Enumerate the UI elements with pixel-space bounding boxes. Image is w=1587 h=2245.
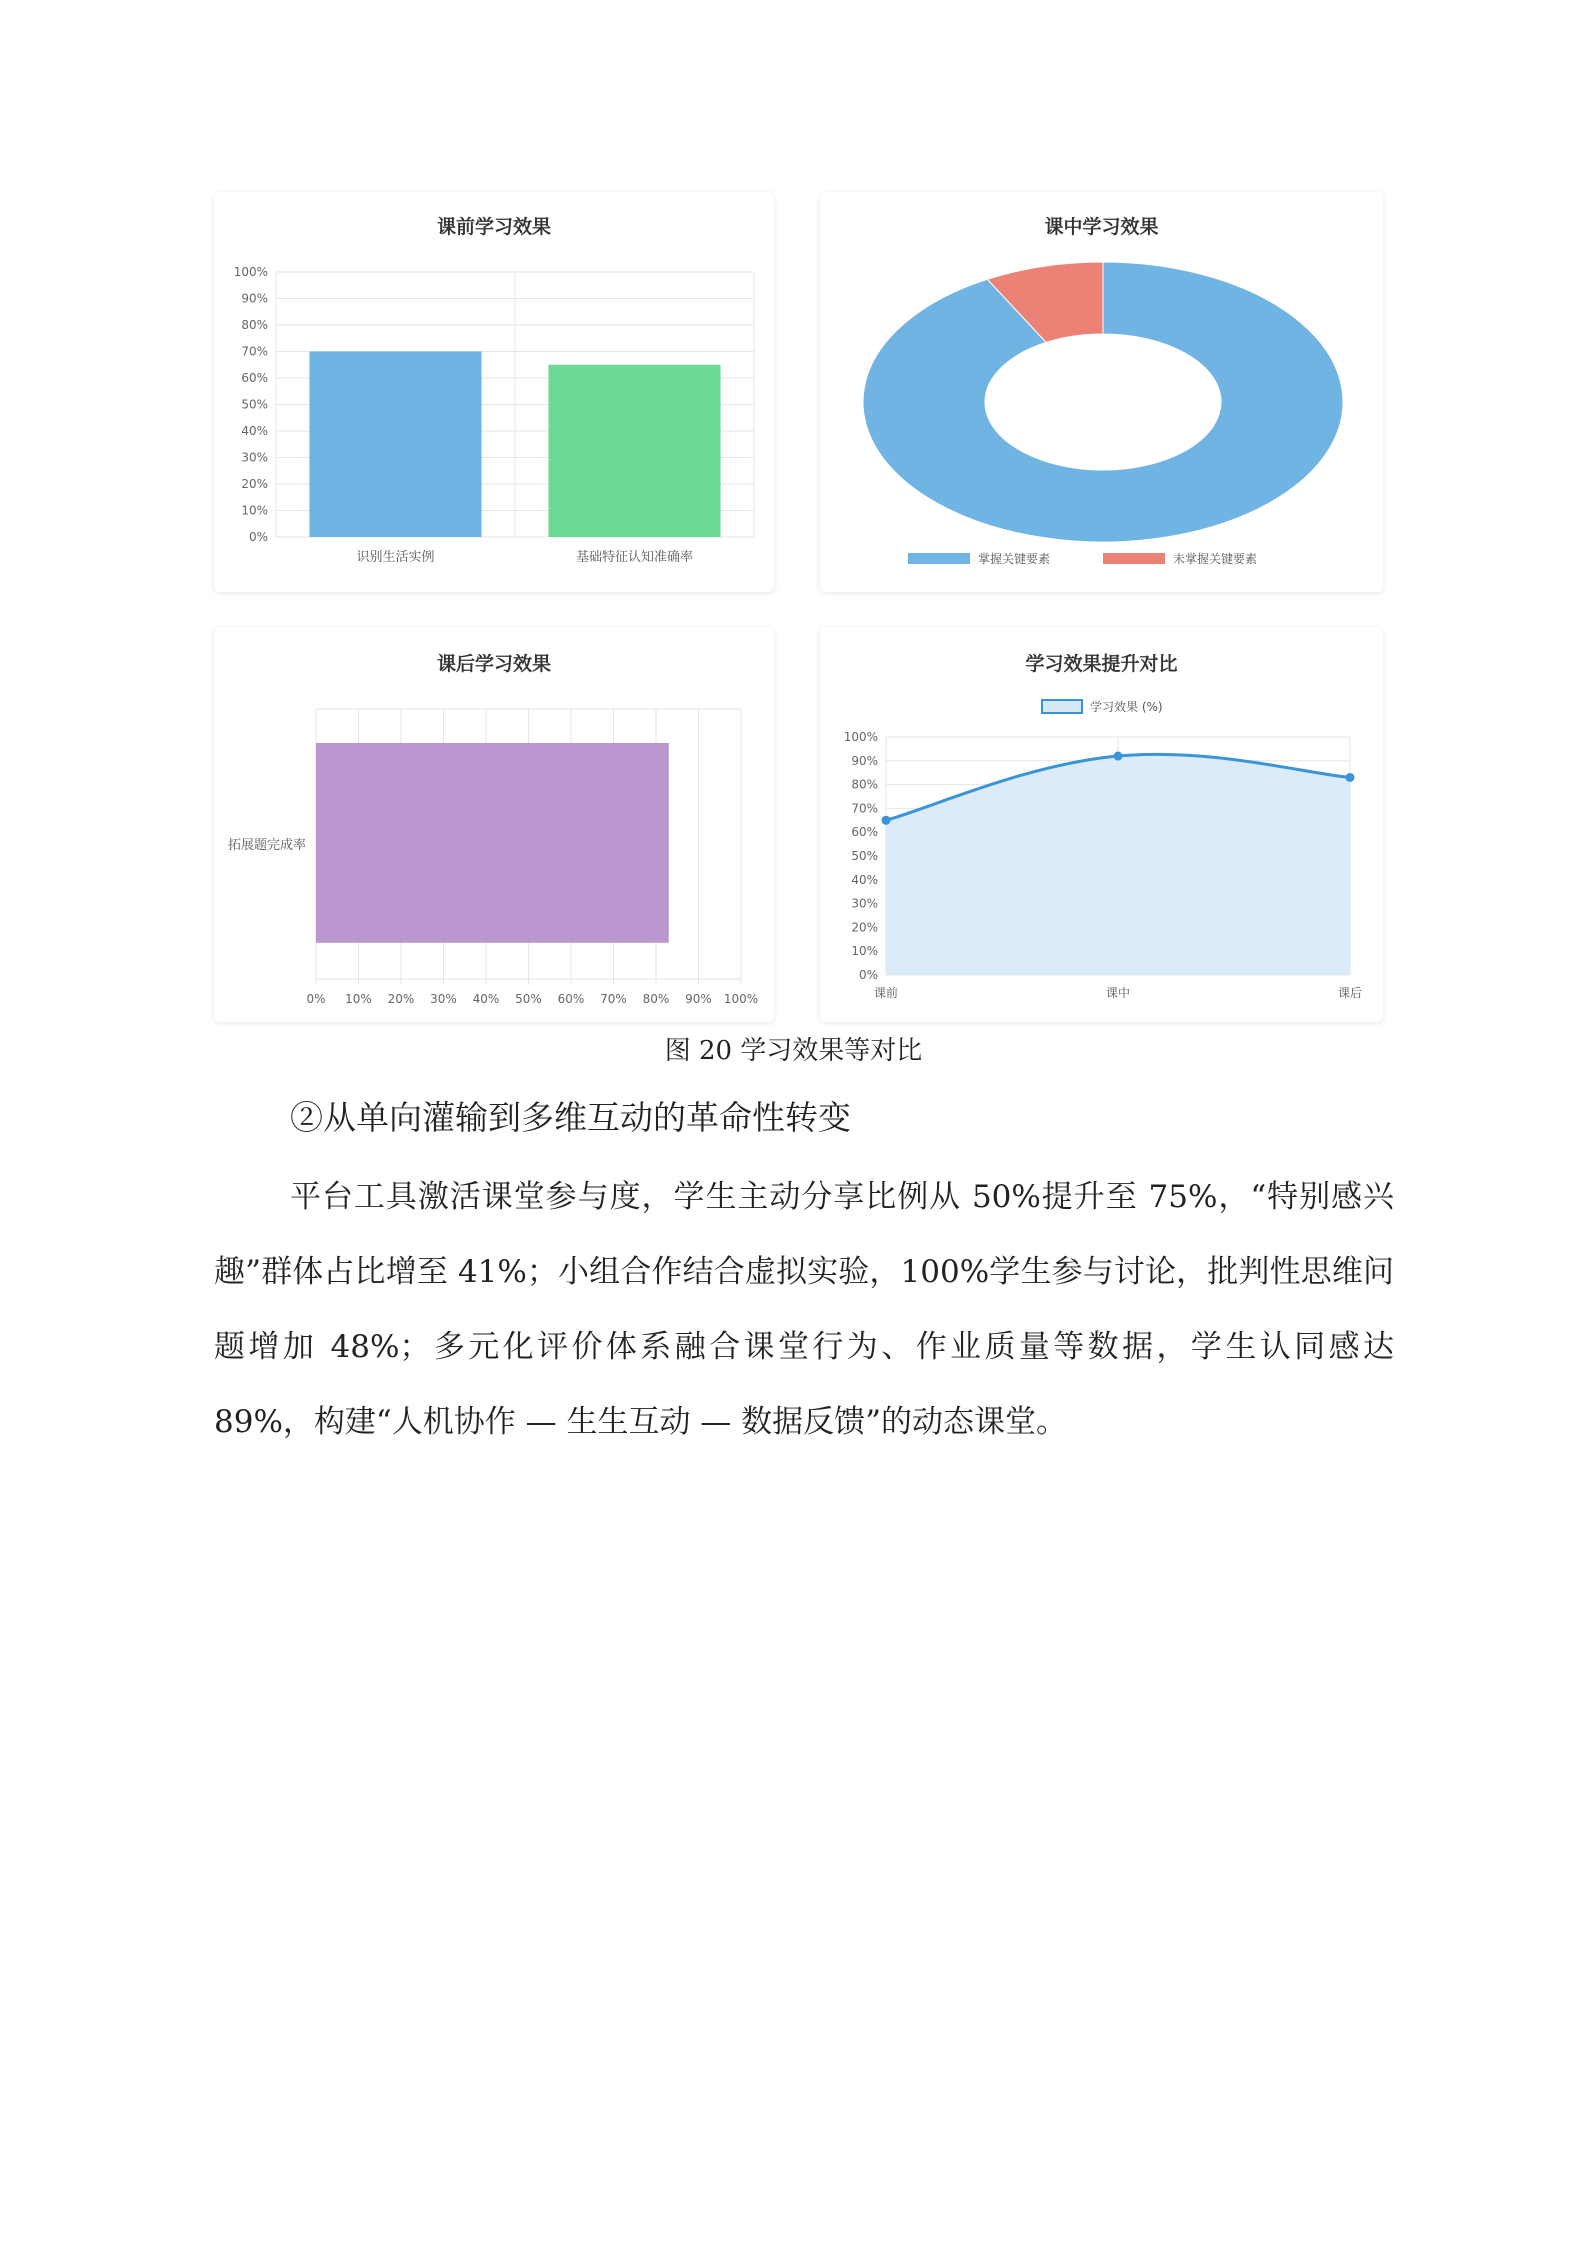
chart-title-post-class: 课后学习效果 (436, 653, 551, 675)
y-tick-label: 80% (241, 318, 268, 332)
y-tick-label: 60% (851, 825, 878, 840)
y-tick-label: 30% (241, 450, 268, 465)
legend-swatch (1103, 553, 1165, 564)
y-tick-label: 40% (851, 872, 878, 887)
x-tick-label: 20% (387, 992, 415, 1006)
chart-title-trend: 学习效果提升对比 (1025, 653, 1178, 675)
x-tick-label: 90% (685, 992, 712, 1006)
data-point (1346, 773, 1355, 782)
y-tick-label: 90% (241, 291, 268, 306)
x-tick-label: 60% (557, 992, 585, 1006)
bar (309, 352, 481, 538)
y-tick-label: 0% (858, 968, 878, 982)
x-tick-label: 100% (723, 992, 759, 1006)
y-tick-label: 80% (851, 777, 878, 792)
data-point (1114, 752, 1123, 761)
y-tick-label: 70% (851, 801, 878, 816)
hbar-chart-post-class (214, 627, 774, 1022)
area-chart-trend (820, 627, 1383, 1022)
y-tick-label: 60% (241, 371, 268, 385)
section-heading: ②从单向灌输到多维互动的革命性转变 (290, 1098, 851, 1137)
x-category-label: 课中 (1105, 986, 1131, 1000)
y-tick-label: 0% (248, 530, 268, 544)
x-tick-label: 70% (600, 992, 627, 1006)
x-tick-label: 80% (642, 992, 670, 1006)
chart-panel-pre-class (214, 192, 774, 592)
y-tick-label: 40% (241, 424, 268, 438)
x-tick-label: 0% (306, 992, 326, 1006)
y-category-label: 拓展题完成率 (227, 838, 306, 853)
y-tick-label: 50% (241, 397, 268, 412)
y-tick-label: 10% (851, 944, 878, 959)
donut-chart-in-class (820, 192, 1383, 592)
x-category-label: 识别生活实例 (356, 550, 435, 565)
x-category-label: 课前 (873, 986, 899, 1000)
chart-panel-post-class (214, 627, 774, 1022)
x-category-label: 课后 (1337, 986, 1363, 1000)
y-tick-label: 20% (851, 920, 878, 935)
bar-chart-pre-class (214, 192, 774, 592)
y-tick-label: 100% (233, 265, 268, 279)
y-tick-label: 70% (241, 344, 268, 359)
x-tick-label: 50% (515, 992, 542, 1006)
chart-title-pre-class: 课前学习效果 (436, 216, 551, 238)
bar (316, 743, 669, 943)
y-tick-label: 30% (851, 896, 878, 911)
figure-caption: 图 20 学习效果等对比 (664, 1036, 923, 1066)
y-tick-label: 20% (241, 477, 268, 491)
chart-title-in-class: 课中学习效果 (1044, 216, 1159, 238)
data-point (882, 816, 891, 825)
chart-panel-trend (820, 627, 1383, 1022)
bar (548, 365, 720, 537)
area-fill (886, 754, 1350, 975)
x-tick-label: 10% (345, 992, 372, 1006)
y-tick-label: 90% (851, 753, 878, 768)
y-tick-label: 100% (843, 730, 878, 744)
legend-label: 学习效果 (%) (1090, 700, 1163, 714)
y-tick-label: 10% (241, 503, 268, 518)
legend-swatch (1042, 700, 1082, 713)
x-tick-label: 40% (472, 992, 500, 1006)
x-tick-label: 30% (430, 992, 457, 1006)
legend-swatch (908, 553, 970, 564)
chart-panel-in-class (820, 192, 1383, 592)
x-category-label: 基础特征认知准确率 (575, 550, 694, 565)
body-paragraph: 平台工具激活课堂参与度，学生主动分享比例从 50%提升至 75%，“特别感兴趣”群体占比增至 41%；小组合作结合虚拟实验，100%学生参与讨论，批判性思维问题增加 48%；多元化评价体系融合课堂行为、作业质量等数据，学生认同感达 89%，构建“人机协作 — 生生互动 — 数据反馈”的动态课堂。 (214, 1179, 1394, 1440)
y-tick-label: 50% (851, 849, 878, 863)
legend-label: 掌握关键要素 (978, 552, 1051, 566)
legend-label: 未掌握关键要素 (1173, 552, 1258, 566)
